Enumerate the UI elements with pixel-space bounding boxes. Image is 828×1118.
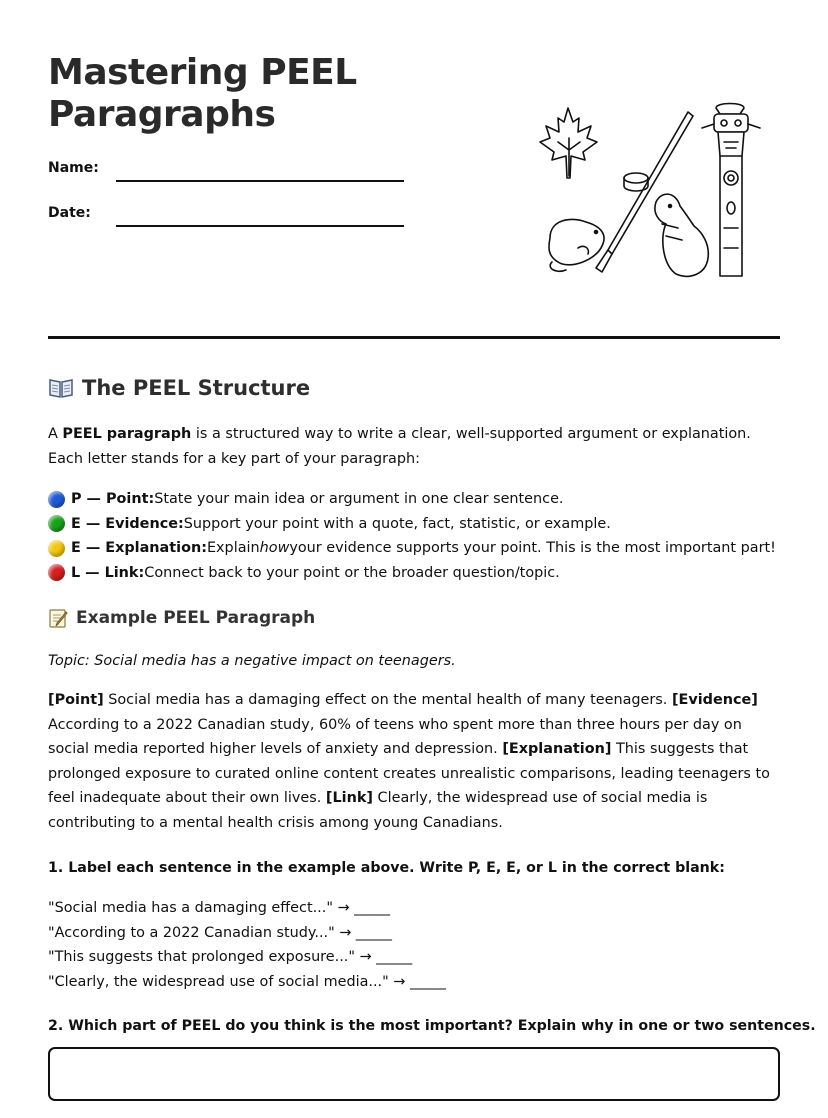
- label-line[interactable]: "Clearly, the widespread use of social media..." → _____: [48, 973, 446, 990]
- peel-item-evidence: [48, 512, 783, 537]
- example-paragraph: [48, 688, 783, 835]
- name-label: Name:: [48, 160, 99, 176]
- peel-item-explanation: [48, 536, 783, 561]
- open-book-icon: [48, 377, 74, 399]
- sentence-link: Clearly, the widespread use of social media is contributing to a mental health crisis among young Canadians.: [48, 790, 708, 831]
- emphasis-text: how: [259, 540, 290, 556]
- peel-term: E — Evidence:: [71, 515, 184, 532]
- tag-evidence: [Evidence]: [671, 692, 758, 708]
- section-divider: [48, 336, 780, 339]
- label-line[interactable]: "According to a 2022 Canadian study..." → _____: [48, 924, 392, 941]
- answer-box[interactable]: [48, 1047, 780, 1101]
- name-field-row: [48, 160, 408, 190]
- example-title: Example PEEL Paragraph: [76, 608, 316, 628]
- example-topic: Topic: Social media has a negative impact on teenagers.: [48, 653, 456, 669]
- date-field-row: [48, 205, 408, 235]
- label-line[interactable]: "Social media has a damaging effect..." → _____: [48, 900, 391, 916]
- beaver-icon: [655, 194, 708, 276]
- blue-circle-icon: [48, 491, 65, 508]
- title-line-2: Paragraphs: [48, 94, 276, 135]
- tag-point: [Point]: [48, 692, 104, 708]
- peel-description: Connect back to your point or the broader question/topic.: [144, 564, 560, 581]
- date-label: Date:: [48, 205, 91, 221]
- intro-prefix: A: [48, 426, 63, 442]
- peel-description-rest: your evidence supports your point. This is the most important part!: [289, 540, 776, 556]
- peel-description: Support your point with a quote, fact, statistic, or example.: [183, 515, 611, 532]
- tag-link: [Link]: [325, 790, 373, 806]
- beaver-icon: [549, 219, 604, 271]
- peel-list: [48, 487, 783, 585]
- intro-rest: is a structured way to write a clear, well-supported argument or explanation. Each letter stands for a key part of your paragraph:: [48, 426, 751, 467]
- peel-structure-title: The PEEL Structure: [82, 376, 311, 400]
- example-heading: [48, 605, 315, 631]
- peel-description: Explain: [206, 540, 260, 556]
- sentence-evidence: According to a 2022 Canadian study, 60% of teens who spent more than three hours per day on social media reported higher levels of anxiety and depression.: [48, 716, 742, 757]
- date-line[interactable]: [116, 225, 404, 227]
- name-line[interactable]: [116, 180, 404, 182]
- memo-pencil-icon: [48, 607, 70, 629]
- peel-structure-heading: [48, 374, 310, 402]
- question-2-prompt: 2. Which part of PEEL do you think is the most important? Explain why in one or two sentences.: [48, 1018, 816, 1034]
- title-line-1: Mastering PEEL: [48, 52, 357, 93]
- sentence-explanation: This suggests that prolonged exposure to curated online content creates unrealistic comparisons, leading teenagers to feel inadequate about their own lives.: [48, 741, 770, 806]
- peel-item-link: [48, 561, 783, 586]
- yellow-circle-icon: [48, 540, 65, 557]
- peel-term: L — Link:: [71, 564, 145, 581]
- peel-item-point: [48, 487, 783, 512]
- green-circle-icon: [48, 515, 65, 532]
- sentence-point: Social media has a damaging effect on the mental health of many teenagers.: [103, 692, 672, 708]
- question-1-prompt: 1. Label each sentence in the example above. Write P, E, E, or L in the correct blank:: [48, 860, 725, 876]
- peel-term: E — Explanation:: [71, 540, 207, 556]
- page-title: [48, 52, 357, 136]
- label-lines: [48, 896, 446, 994]
- maple-leaf-icon: [540, 108, 597, 178]
- canada-illustration: [530, 98, 770, 288]
- label-line[interactable]: "This suggests that prolonged exposure..." → _____: [48, 949, 413, 965]
- peel-description: State your main idea or argument in one clear sentence.: [154, 491, 564, 507]
- peel-term: P — Point:: [71, 491, 155, 507]
- totem-pole-icon: [702, 104, 760, 277]
- tag-explanation: [Explanation]: [502, 741, 612, 757]
- peel-intro: [48, 422, 783, 471]
- red-circle-icon: [48, 564, 65, 581]
- intro-bold-term: PEEL paragraph: [62, 426, 192, 442]
